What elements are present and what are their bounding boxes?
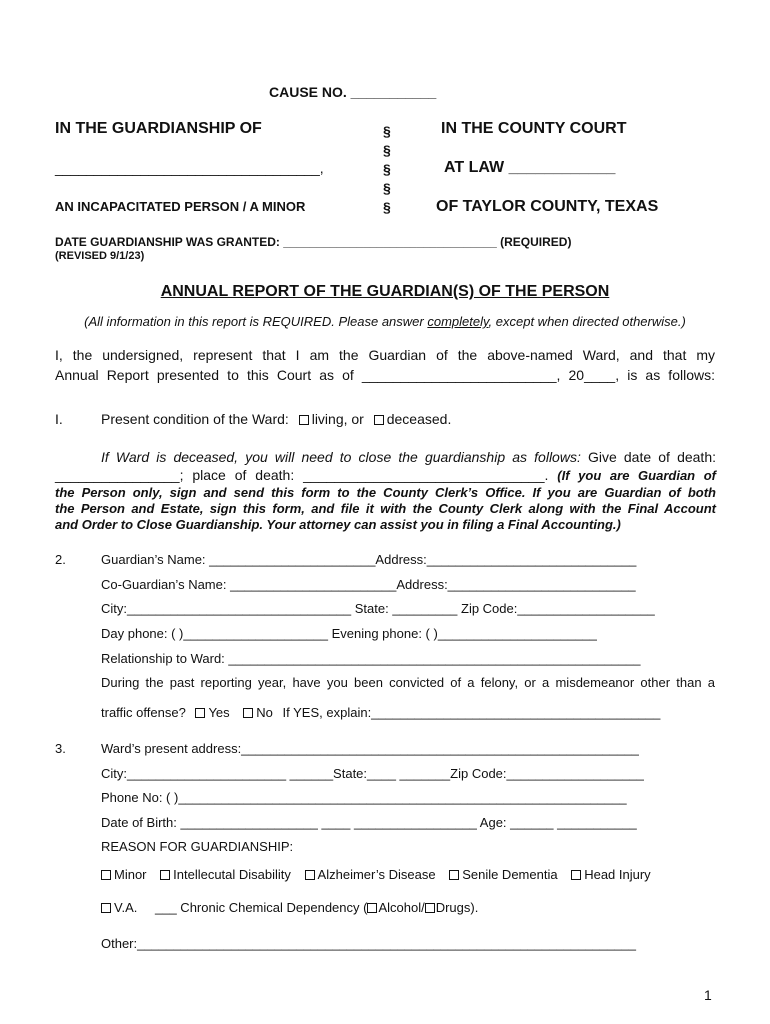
ward-condition-prompt: Present condition of the Ward: — [101, 411, 289, 427]
head-injury-label: Head Injury — [584, 867, 651, 882]
guardian-phones-field[interactable]: Day phone: ( )____________________ Evening phone: ( )______________________ — [101, 626, 597, 641]
living-checkbox[interactable] — [299, 415, 309, 425]
deceased-instructions-line-4: the Person and Estate, sign this form, and file it with the County Clerk along with the Final Account — [55, 501, 716, 516]
minor-label: Minor — [114, 867, 147, 882]
living-label: living, or — [311, 411, 364, 427]
incapacitated-person-label: AN INCAPACITATED PERSON / A MINOR — [55, 199, 306, 214]
traffic-offense-label: traffic offense? — [101, 705, 186, 720]
head-injury-checkbox[interactable] — [571, 870, 581, 880]
ward-condition-row — [101, 411, 451, 427]
alzheimers-label: Alzheimer’s Disease — [317, 867, 436, 882]
traffic-offense-row — [101, 705, 660, 720]
senile-dementia-label: Senile Dementia — [462, 867, 558, 882]
section-mark: § — [383, 142, 391, 158]
yes-label: Yes — [208, 705, 230, 720]
guardian-name-field[interactable]: Guardian’s Name: _______________________Address:_____________________________ — [101, 552, 637, 567]
date-granted-line: DATE GUARDIANSHIP WAS GRANTED: ________________________________ (REQUIRED) — [55, 235, 572, 249]
intro-line-1: I, the undersigned, represent that I am the Guardian of the above-named Ward, and that my — [55, 347, 715, 363]
alzheimers-checkbox[interactable] — [305, 870, 315, 880]
ward-address-field[interactable]: Ward’s present address:_______________________________________________________ — [101, 741, 639, 756]
coguardian-name-field[interactable]: Co-Guardian’s Name: _______________________Address:__________________________ — [101, 577, 636, 592]
no-checkbox[interactable] — [243, 708, 253, 718]
chronic-dependency-label: ___ Chronic Chemical Dependency ( — [155, 900, 368, 915]
revised-date: (REVISED 9/1/23) — [55, 250, 145, 262]
drugs-checkbox[interactable] — [425, 903, 435, 913]
deceased-instructions-line-5: and Order to Close Guardianship. Your attorney can assist you in filing a Final Accounting.) — [55, 517, 621, 532]
report-title: ANNUAL REPORT OF THE GUARDIAN(S) OF THE PERSON — [160, 283, 610, 300]
va-checkbox[interactable] — [101, 903, 111, 913]
section-mark: § — [383, 199, 391, 215]
drugs-label: Drugs). — [435, 900, 479, 915]
cause-number: CAUSE NO. ___________ — [269, 84, 437, 100]
court-name-line-2: AT LAW ____________ — [444, 159, 616, 176]
guardianship-of-heading: IN THE GUARDIANSHIP OF — [55, 120, 262, 137]
court-name-line-1: IN THE COUNTY COURT — [441, 120, 627, 137]
reason-heading: REASON FOR GUARDIANSHIP: — [101, 839, 294, 854]
intellectual-disability-label: Intellecutal Disability — [173, 867, 291, 882]
section-3-number: 3. — [55, 741, 66, 756]
reason-options-row-2 — [101, 900, 478, 915]
deceased-instructions-line-3: the Person only, sign and send this form to the County Clerk’s Office. If you are Guardian of both — [55, 485, 716, 500]
alcohol-label: Alcohol/ — [378, 900, 425, 915]
ward-city-field[interactable]: City:______________________ ______State:____ _______Zip Code:___________________ — [101, 766, 644, 781]
reason-options-row — [101, 867, 651, 882]
deceased-checkbox[interactable] — [374, 415, 384, 425]
ward-name-line: __________________________________, — [55, 160, 324, 176]
other-reason-field[interactable]: Other:_____________________________________________________________________ — [101, 936, 636, 951]
court-name-line-3: OF TAYLOR COUNTY, TEXAS — [436, 198, 659, 215]
section-mark: § — [383, 180, 391, 196]
page-number: 1 — [704, 987, 712, 1003]
section-1-number: I. — [55, 411, 63, 427]
yes-checkbox[interactable] — [195, 708, 205, 718]
section-mark: § — [383, 161, 391, 177]
section-mark: § — [383, 123, 391, 139]
section-2-number: 2. — [55, 552, 66, 567]
alcohol-checkbox[interactable] — [367, 903, 377, 913]
va-label: V.A. — [114, 900, 138, 915]
ward-phone-field[interactable]: Phone No: ( )______________________________________________________________ — [101, 790, 627, 805]
minor-checkbox[interactable] — [101, 870, 111, 880]
report-subtitle: (All information in this report is REQUIRED. Please answer completely, except when directed otherwise.) — [84, 314, 686, 329]
no-label: No — [256, 705, 273, 720]
deceased-instructions-line-2: ________________; place of death: _______________________________. (If you are Guardian of — [55, 467, 717, 483]
senile-dementia-checkbox[interactable] — [449, 870, 459, 880]
deceased-instructions-line-1: If Ward is deceased, you will need to close the guardianship as follows: Give date of death: — [101, 449, 716, 465]
deceased-label: deceased. — [386, 411, 452, 427]
felony-question: During the past reporting year, have you been convicted of a felony, or a misdemeanor other than a — [101, 675, 715, 690]
guardian-city-field[interactable]: City:_______________________________ State: _________ Zip Code:___________________ — [101, 601, 655, 616]
intro-line-2: Annual Report presented to this Court as of _________________________, 20____, is as follows: — [55, 367, 715, 383]
intellectual-disability-checkbox[interactable] — [160, 870, 170, 880]
explain-field[interactable]: If YES, explain:________________________________________ — [282, 705, 661, 720]
ward-dob-field[interactable]: Date of Birth: ___________________ ____ _________________ Age: ______ ___________ — [101, 815, 637, 830]
relationship-field[interactable]: Relationship to Ward: _________________________________________________________ — [101, 651, 641, 666]
